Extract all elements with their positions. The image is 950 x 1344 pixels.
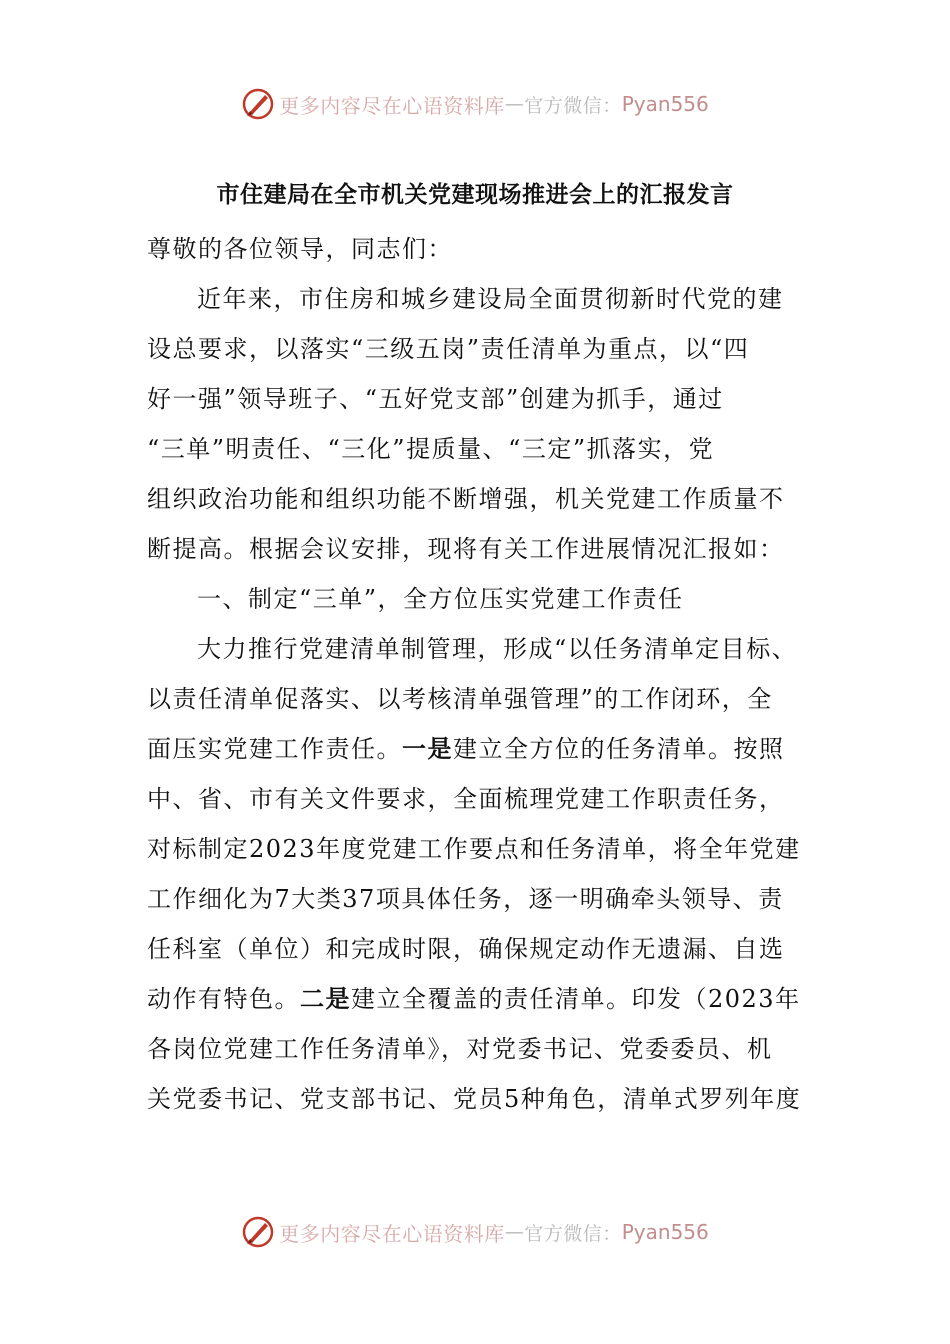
watermark-wechat-id: Pyan556 xyxy=(621,92,709,116)
watermark-dash: — xyxy=(504,1221,525,1243)
watermark-wechat-id: Pyan556 xyxy=(621,1220,709,1244)
paragraph-line: 大力推行党建清单制管理，形成“以任务清单定目标、 xyxy=(197,635,798,663)
pen-logo-icon xyxy=(241,1215,275,1249)
watermark-wechat-label: 官方微信： xyxy=(524,94,622,117)
pen-logo-icon xyxy=(241,87,275,121)
paragraph-line: 任科室（单位）和完成时限，确保规定动作无遗漏、自选 xyxy=(147,935,785,963)
paragraph-line: 断提高。根据会议安排，现将有关工作进展情况汇报如： xyxy=(147,535,785,563)
paragraph-line: 工作细化为7大类37项具体任务，逐一明确牵头领导、责 xyxy=(147,885,784,913)
watermark-header xyxy=(0,84,950,124)
paragraph-line: 设总要求，以落实“三级五岗”责任清单为重点，以“四 xyxy=(147,335,750,363)
paragraph-line: 好一强”领导班子、“五好党支部”创建为抓手，通过 xyxy=(147,385,724,413)
paragraph-line: 组织政治功能和组织功能不断增强，机关党建工作质量不 xyxy=(147,485,785,513)
paragraph-line xyxy=(147,724,807,774)
paragraph-line xyxy=(147,974,807,1024)
paragraph-line: 对标制定2023年度党建工作要点和任务清单，将全年党建 xyxy=(147,835,801,863)
paragraph-line: 以责任清单促落实、以考核清单强管理”的工作闭环，全 xyxy=(147,685,773,713)
watermark-text: 更多内容尽在心语资料库 xyxy=(279,93,505,118)
watermark-text: 更多内容尽在心语资料库 xyxy=(279,1221,505,1246)
line-text: 动作有特色。 xyxy=(147,985,300,1013)
emphasis-text: 二是 xyxy=(300,984,351,1013)
document-body xyxy=(147,224,807,1124)
emphasis-text: 一是 xyxy=(402,734,453,763)
section-heading: 一、制定“三单”，全方位压实党建工作责任 xyxy=(197,585,684,613)
watermark-wechat-label: 官方微信： xyxy=(524,1222,622,1245)
salutation: 尊敬的各位领导，同志们： xyxy=(147,235,453,263)
paragraph-line: “三单”明责任、“三化”提质量、“三定”抓落实，党 xyxy=(147,435,715,463)
document-title: 市住建局在全市机关党建现场推进会上的汇报发言 xyxy=(216,182,734,208)
watermark-footer xyxy=(0,1212,950,1252)
line-text: 面压实党建工作责任。 xyxy=(147,735,402,763)
line-text: 建立全方位的任务清单。按照 xyxy=(453,735,785,763)
paragraph-line: 关党委书记、党支部书记、党员5种角色，清单式罗列年度 xyxy=(147,1085,802,1113)
paragraph-line: 近年来，市住房和城乡建设局全面贯彻新时代党的建 xyxy=(197,285,784,313)
watermark-dash: — xyxy=(504,93,525,115)
line-text: 建立全覆盖的责任清单。印发（2023年 xyxy=(351,985,801,1013)
paragraph-line: 中、省、市有关文件要求，全面梳理党建工作职责任务， xyxy=(147,785,785,813)
paragraph-line: 各岗位党建工作任务清单》，对党委书记、党委委员、机 xyxy=(147,1035,773,1063)
